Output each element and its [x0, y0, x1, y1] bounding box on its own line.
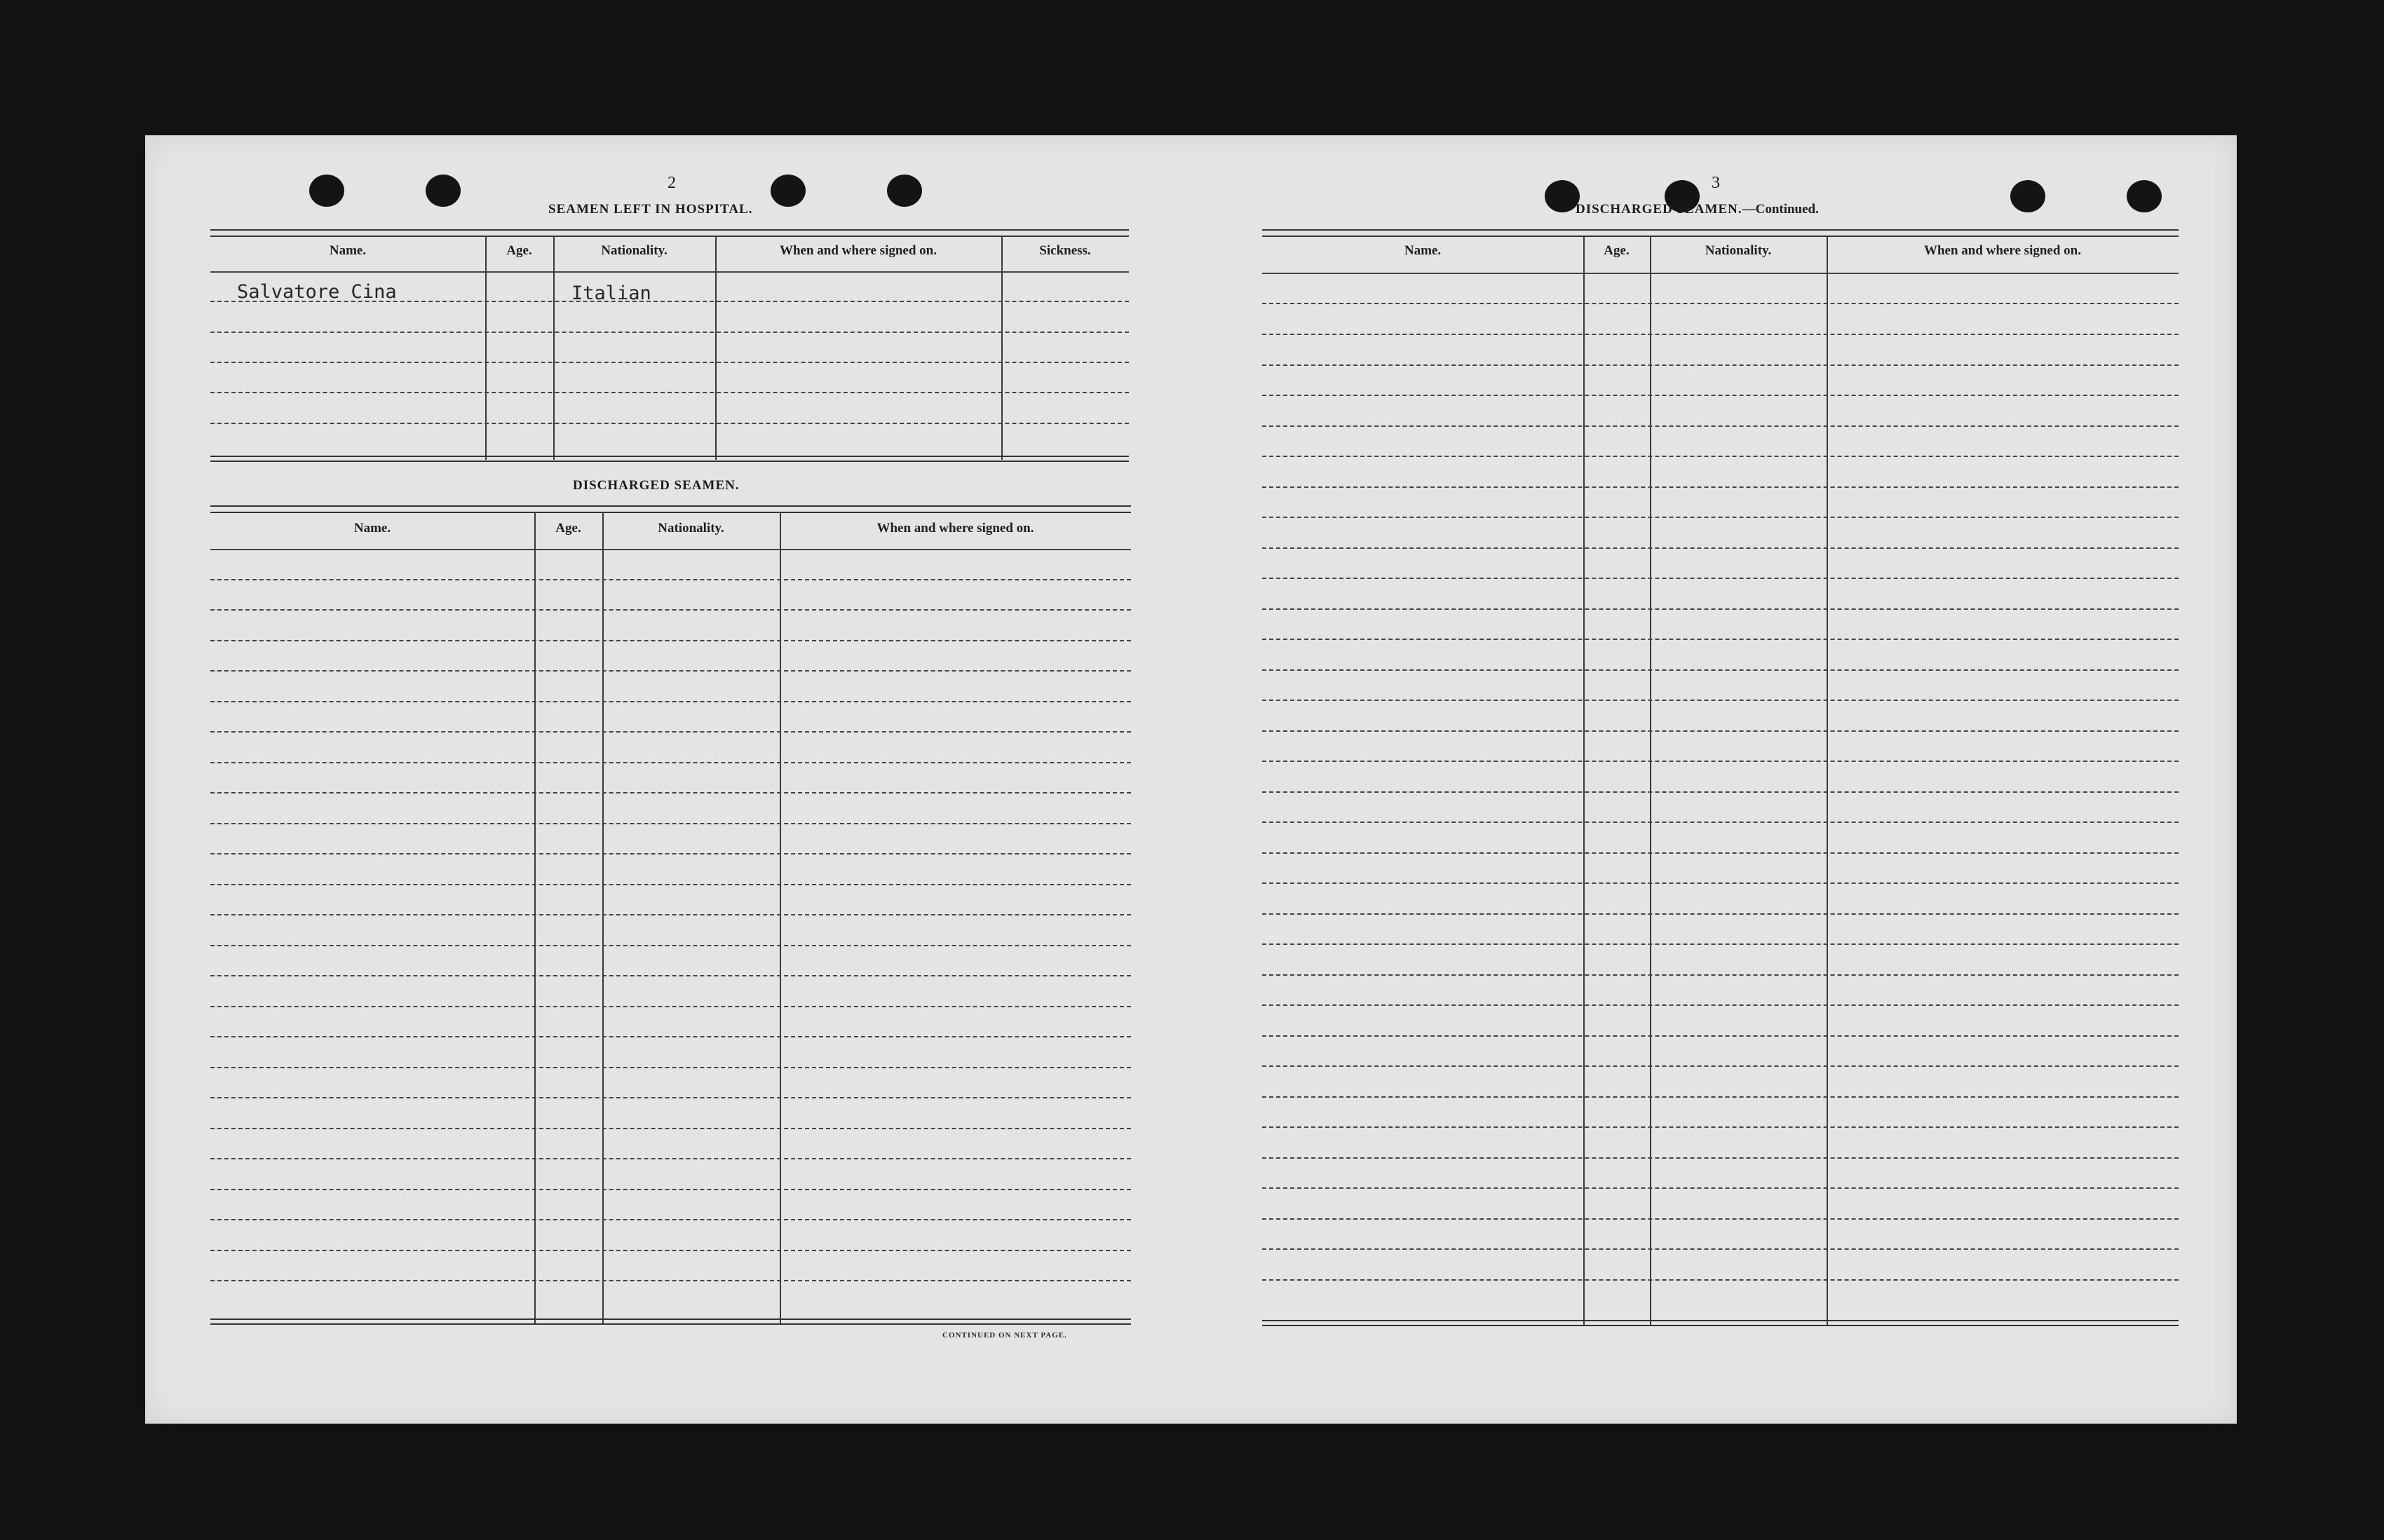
continued-note: CONTINUED ON NEXT PAGE.: [942, 1331, 1067, 1340]
hospital-table: [210, 229, 1129, 462]
discharged-left-header-nationality: Nationality.: [658, 521, 724, 536]
discharged-right-header-age: Age.: [1604, 243, 1630, 258]
punch-hole: [426, 175, 461, 207]
punch-hole: [1545, 180, 1580, 212]
document-sheet: [145, 135, 2237, 1424]
discharged-continued-title: [1576, 202, 1819, 217]
hospital-header-name: Name.: [329, 243, 367, 258]
discharged-section-title: DISCHARGED SEAMEN.: [573, 478, 740, 493]
hospital-row-1-nationality: Italian: [571, 282, 651, 304]
punch-hole: [2010, 180, 2045, 212]
page-number-right: 3: [1712, 174, 1720, 192]
discharged-left-header-signed-on: When and where signed on.: [876, 521, 1034, 536]
page-number-left: 2: [668, 174, 676, 192]
hospital-row-1-name: Salvatore Cina: [237, 281, 397, 303]
discharged-continued-suffix: —Continued.: [1742, 202, 1819, 217]
discharged-continued-title-main: DISCHARGED SEAMEN.: [1576, 202, 1742, 217]
discharged-left-header-age: Age.: [555, 521, 581, 536]
hospital-header-nationality: Nationality.: [601, 243, 668, 258]
punch-hole: [887, 175, 922, 207]
discharged-left-header-name: Name.: [353, 521, 391, 536]
hospital-header-sickness: Sickness.: [1039, 243, 1091, 258]
punch-hole: [2127, 180, 2162, 212]
hospital-section-title: SEAMEN LEFT IN HOSPITAL.: [548, 202, 753, 217]
hospital-header-signed-on: When and where signed on.: [779, 243, 937, 258]
discharged-right-header-nationality: Nationality.: [1705, 243, 1772, 258]
punch-hole: [771, 175, 806, 207]
discharged-table-right: [1262, 229, 2179, 1330]
discharged-table-left: [210, 505, 1131, 1330]
hospital-header-age: Age.: [506, 243, 532, 258]
discharged-right-header-name: Name.: [1404, 243, 1442, 258]
discharged-right-header-signed-on: When and where signed on.: [1923, 243, 2081, 258]
punch-hole: [309, 175, 344, 207]
